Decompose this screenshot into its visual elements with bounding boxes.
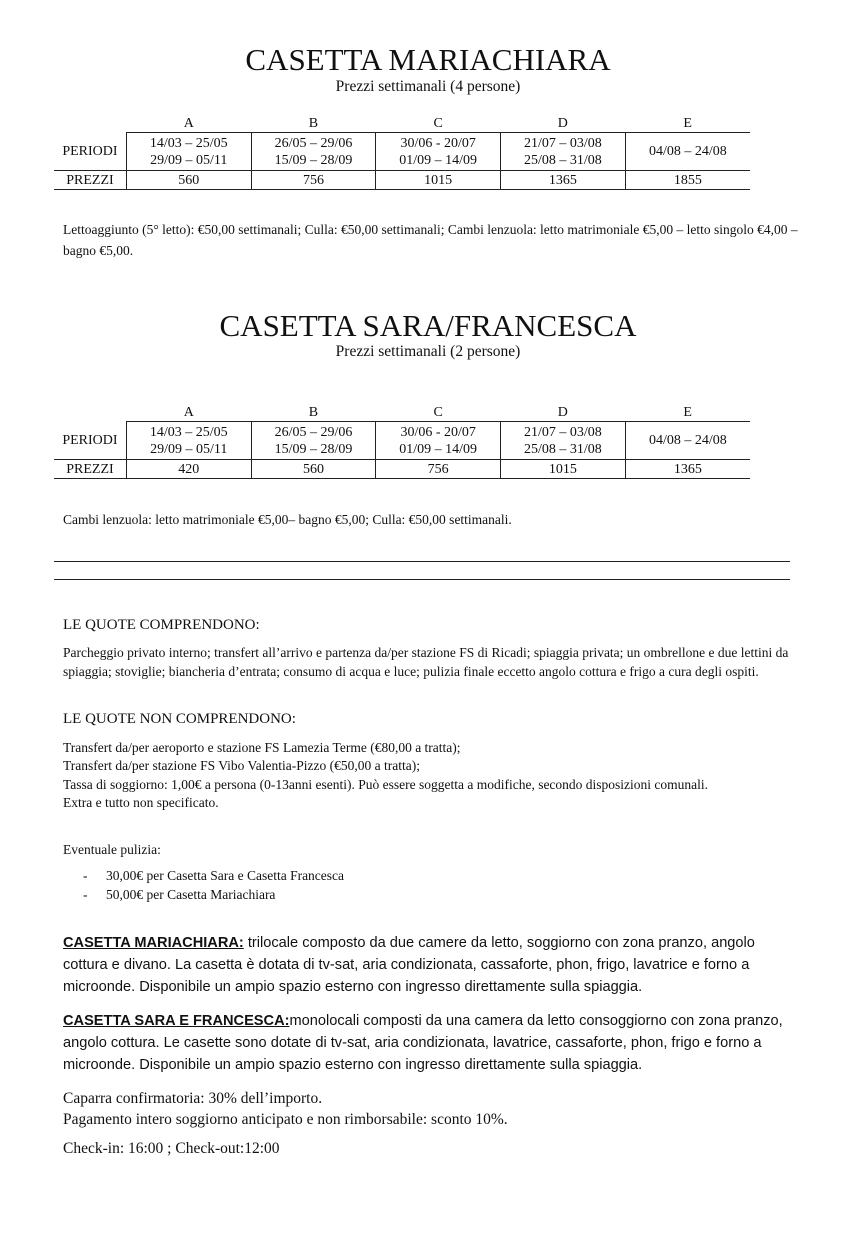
column-header: E	[625, 403, 750, 422]
mariachiara-price-table	[54, 114, 750, 190]
table-row-prices	[54, 460, 750, 479]
divider-line	[54, 561, 790, 562]
column-header: C	[376, 114, 501, 133]
table-header-row	[54, 403, 750, 422]
row-label: PREZZI	[54, 460, 126, 479]
sara-francesca-description: CASETTA SARA E FRANCESCA:monolocali composti da una camera da letto consoggiorno con zona pranzo, angolo cottura. Le casette sono dotate di tv-sat, aria condizionata, lavatrice, cassaforte, phon, frigo e forno a microonde. Disponibile un ampio spazio esterno con ingresso direttamente sulla spiaggia.	[63, 1013, 783, 1073]
mariachiara-subtitle: Prezzi settimanali (4 persone)	[335, 78, 521, 95]
table-row-prices	[54, 171, 750, 190]
sara-francesca-price-table	[54, 403, 750, 479]
period-cell: 26/05 – 29/06 15/09 – 28/09	[251, 422, 376, 460]
table-row-periods	[54, 133, 750, 171]
column-header: A	[126, 114, 251, 133]
excludes-list	[63, 739, 793, 812]
column-header: E	[625, 114, 750, 133]
column-header: C	[376, 403, 501, 422]
period-cell: 21/07 – 03/08 25/08 – 31/08	[501, 422, 626, 460]
price-cell: 756	[376, 460, 501, 479]
description-heading: CASETTA MARIACHIARA:	[63, 935, 244, 951]
row-label: PREZZI	[54, 171, 126, 190]
period-cell: 30/06 - 20/07 01/09 – 14/09	[376, 422, 501, 460]
price-cell: 1015	[501, 460, 626, 479]
column-header: D	[501, 114, 626, 133]
column-header: B	[251, 114, 376, 133]
column-header: D	[501, 403, 626, 422]
period-cell: 26/05 – 29/06 15/09 – 28/09	[251, 133, 376, 171]
price-cell: 1855	[625, 171, 750, 190]
excludes-line: Tassa di soggiorno: 1,00€ a persona (0-13anni esenti). Può essere soggetta a modifiche, secondo disposizioni comunali.	[63, 776, 709, 792]
includes-heading: LE QUOTE COMPRENDONO:	[63, 617, 260, 633]
price-cell: 1365	[625, 460, 750, 479]
period-cell: 14/03 – 25/05 29/09 – 05/11	[126, 133, 251, 171]
excludes-line: Transfert da/per aeroporto e stazione FS Lamezia Terme (€80,00 a tratta);	[63, 740, 461, 755]
price-cell: 560	[126, 171, 251, 190]
divider-line	[54, 579, 790, 580]
bullet-dash: -	[83, 868, 88, 883]
period-cell: 04/08 – 24/08	[625, 422, 750, 460]
period-cell: 30/06 - 20/07 01/09 – 14/09	[376, 133, 501, 171]
excludes-heading: LE QUOTE NON COMPRENDONO:	[63, 711, 296, 727]
column-header: A	[126, 403, 251, 422]
sara-francesca-extras-note: Cambi lenzuola: letto matrimoniale €5,00– bagno €5,00; Culla: €50,00 settimanali.	[63, 512, 512, 527]
list-item: - 30,00€ per Casetta Sara e Casetta Francesca	[83, 868, 345, 883]
description-heading: CASETTA SARA E FRANCESCA:	[63, 1013, 290, 1029]
price-cell: 420	[126, 460, 251, 479]
excludes-line: Transfert da/per stazione FS Vibo Valentia-Pizzo (€50,00 a tratta);	[63, 758, 420, 774]
list-item: - 50,00€ per Casetta Mariachiara	[83, 887, 276, 902]
sara-francesca-subtitle: Prezzi settimanali (2 persone)	[335, 343, 521, 360]
period-cell: 21/07 – 03/08 25/08 – 31/08	[501, 133, 626, 171]
row-label: PERIODI	[54, 422, 126, 460]
price-cell: 1015	[376, 171, 501, 190]
advance-payment-text: Pagamento intero soggiorno anticipato e non rimborsabile: sconto 10%.	[63, 1111, 508, 1128]
price-cell: 560	[251, 460, 376, 479]
sara-francesca-title: CASETTA SARA/FRANCESCA	[219, 308, 637, 343]
table-header-row	[54, 114, 750, 133]
checkin-checkout-text: Check-in: 16:00 ; Check-out:12:00	[63, 1140, 280, 1157]
mariachiara-title: CASETTA MARIACHIARA	[245, 42, 611, 77]
row-label: PERIODI	[54, 133, 126, 171]
mariachiara-description: CASETTA MARIACHIARA: trilocale composto da due camere da letto, soggiorno con zona pranzo, angolo cottura e divano. La casetta è dotata di tv-sat, aria condizionata, cassaforte, phon, frigo, lavatrice e forno a microonde. Disponibile un ampio spazio esterno con ingresso direttamente sulla spiaggia.	[63, 935, 755, 995]
bullet-dash: -	[83, 887, 88, 902]
excludes-line: Extra e tutto non specificato.	[63, 794, 219, 810]
column-header: B	[251, 403, 376, 422]
mariachiara-extras-note: Lettoaggiunto (5° letto): €50,00 settimanali; Culla: €50,00 settimanali; Cambi lenzuola: letto matrimoniale €5,00 – letto singolo €4,00 – bagno €5,00.	[63, 222, 798, 258]
cleaning-label: Eventuale pulizia:	[63, 842, 161, 857]
period-cell: 14/03 – 25/05 29/09 – 05/11	[126, 422, 251, 460]
deposit-text: Caparra confirmatoria: 30% dell’importo.	[63, 1090, 323, 1107]
cleaning-list	[63, 866, 663, 904]
table-row-periods	[54, 422, 750, 460]
price-cell: 756	[251, 171, 376, 190]
period-cell: 04/08 – 24/08	[625, 133, 750, 171]
includes-text: Parcheggio privato interno; transfert all’arrivo e partenza da/per stazione FS di Ricadi; spiaggia privata; un ombrellone e due lettini da spiaggia; stoviglie; biancheria d’entrata; consumo di acqua e luce; pulizia finale eccetto angolo cottura e frigo a cura degli ospiti.	[63, 645, 789, 679]
price-cell: 1365	[501, 171, 626, 190]
